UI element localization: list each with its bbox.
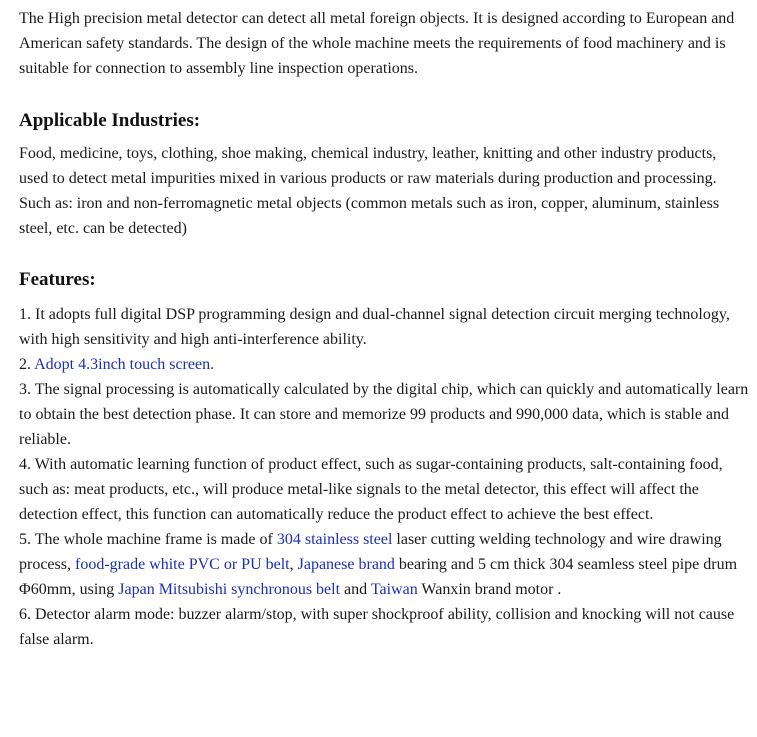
feature-item-2-prefix: 2.	[19, 356, 35, 373]
feature-5-text-4: bearing and 5 cm thick 304 seamless steel pipe drum Φ60mm, using	[19, 556, 738, 598]
features-list	[19, 302, 749, 652]
feature-5-text-3: ,	[289, 556, 298, 573]
japanese-brand-highlight: Japanese brand	[297, 556, 395, 573]
touch-screen-highlight: Adopt 4.3inch touch screen.	[34, 356, 215, 373]
feature-item-2	[19, 352, 749, 377]
feature-5-text-5: and	[340, 581, 371, 598]
feature-item-5	[19, 527, 749, 602]
feature-item-6: 6. Detector alarm mode: buzzer alarm/stop, with super shockproof ability, collision and knocking will not cause false alarm.	[19, 606, 735, 648]
intro-paragraph: The High precision metal detector can detect all metal foreign objects. It is designed according to European and American safety standards. The design of the whole machine meets the requirements of food machinery and is suitable for connection to assembly line inspection operations.	[19, 10, 735, 77]
mitsubishi-belt-highlight: Japan Mitsubishi synchronous belt	[118, 581, 341, 598]
feature-5-text-1: 5. The whole machine frame is made of	[19, 531, 277, 548]
industries-paragraph: Food, medicine, toys, clothing, shoe making, chemical industry, leather, knitting and other industry products, used to detect metal impurities mixed in various products or raw materials during production and processing. Such as: iron and non-ferromagnetic metal objects (common metals such as iron, copper, aluminum, stainless steel, etc. can be detected)	[19, 145, 720, 237]
feature-5-text-6: Wanxin brand motor .	[417, 581, 562, 598]
industries-heading: Applicable Industries:	[19, 110, 201, 131]
taiwan-highlight: Taiwan	[370, 581, 418, 598]
features-heading: Features:	[19, 269, 96, 290]
belt-highlight: food-grade white PVC or PU belt	[74, 556, 290, 573]
feature-item-4: 4. With automatic learning function of product effect, such as sugar-containing products, salt-containing food, such as: meat products, etc., will produce metal-like signals to the metal detector, this effect will affect the detection effect, this function can automatically reduce the product effect to achieve the best effect.	[19, 456, 723, 523]
feature-item-3: 3. The signal processing is automatically calculated by the digital chip, which can quickly and automatically learn to obtain the best detection phase. It can store and memorize 99 products and 990,000 data, which is stable and reliable.	[19, 381, 749, 448]
feature-item-1: 1. It adopts full digital DSP programming design and dual-channel signal detection circuit merging technology, with high sensitivity and high anti-interference ability.	[19, 306, 730, 348]
stainless-steel-highlight: 304 stainless steel	[276, 531, 393, 548]
feature-5-text-2: laser cutting welding technology and wire drawing process,	[19, 531, 722, 573]
